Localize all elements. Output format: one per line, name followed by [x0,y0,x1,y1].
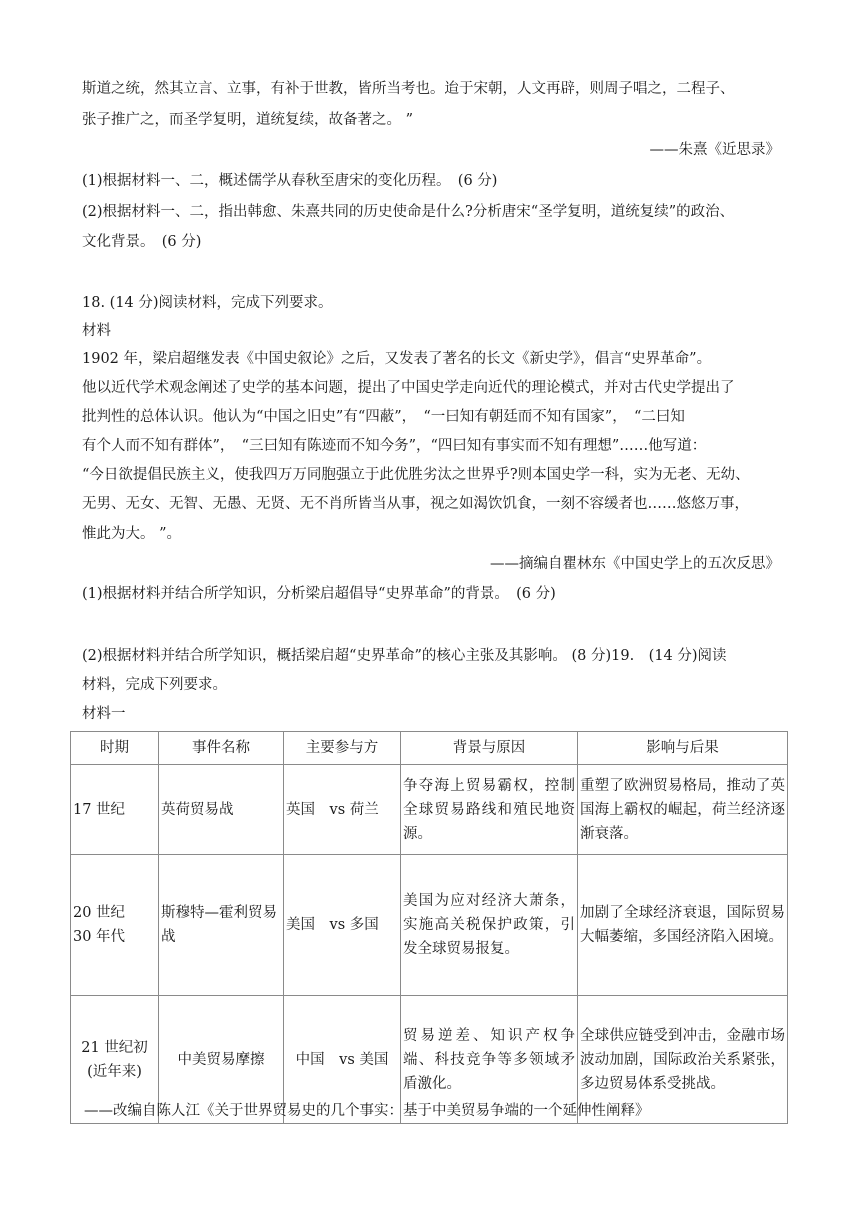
q18-subquestion-2-line1: (2)根据材料并结合所学知识，概括梁启超“史界革命”的核心主张及其影响。 (8 分)19. (14 分)阅读 [82,648,727,664]
table-header-cell: 影响与后果 [578,732,788,765]
q18-header: 18. (14 分)阅读材料，完成下列要求。 [82,295,333,311]
q18-material-line: “今日欲提倡民族主义，使我四万万同胞强立于此优胜劣汰之世界乎?则本国史学一科，实为无老、无幼、 [82,467,750,483]
parties-cell: 英国 vs 荷兰 [284,765,401,855]
q18-subquestion-2-line2: 材料，完成下列要求。 [82,677,227,693]
event-cell: 斯穆特—霍利贸易战 [159,855,284,996]
q19-material-label: 材料一 [82,706,126,722]
period-cell: 17 世纪 [71,765,159,855]
q17-subquestion-1: (1)根据材料一、二，概述儒学从春秋至唐宋的变化历程。 (6 分) [82,173,498,189]
q18-subquestion-1: (1)根据材料并结合所学知识，分析梁启超倡导“史界革命”的背景。 (6 分) [82,586,556,602]
background-cell: 争夺海上贸易霸权，控制全球贸易路线和殖民地资源。 [401,765,578,855]
table-header-cell: 背景与原因 [401,732,578,765]
q18-material-line: 1902 年，梁启超继发表《中国史叙论》之后，又发表了著名的长文《新史学》，倡言“史界革命”。 [82,351,712,367]
background-cell: 贸易逆差、知识产权争端、科技竞争等多领域矛盾激化。 [401,996,578,1124]
impact-cell: 加剧了全球经济衰退，国际贸易大幅萎缩，多国经济陷入困境。 [578,855,788,996]
q18-source: ——摘编自瞿林东《中国史学上的五次反思》 [490,556,780,572]
q19-source: ——改编自陈人江《关于世界贸易史的几个事实：基于中美贸易争端的一个延伸性阐释》 [84,1103,650,1119]
q18-material-line: 惟此为大。 ”。 [82,526,182,542]
impact-cell: 全球供应链受到冲击，金融市场波动加剧，国际政治关系紧张，多边贸易体系受挑战。 [578,996,788,1124]
q18-material-line: 批判性的总体认识。他认为“中国之旧史”有“四蔽”， “一曰知有朝廷而不知有国家”， “二曰知 [82,409,685,425]
parties-cell: 中国 vs 美国 [284,996,401,1124]
q17-subquestion-2-line2: 文化背景。 (6 分) [82,234,202,250]
table-row [71,855,788,996]
q18-material-line: 有个人而不知有群体”， “三曰知有陈迹而不知今务”，“四曰知有事实而不知有理想”……他写道： [82,438,707,454]
material2-source: ——朱熹《近思录》 [649,142,780,158]
background-cell: 美国为应对经济大萧条，实施高关税保护政策，引发全球贸易报复。 [401,855,578,996]
period-cell: 20 世纪 30 年代 [71,855,159,996]
table-header-cell: 时期 [71,732,159,765]
parties-cell: 美国 vs 多国 [284,855,401,996]
material2-text-line2: 张子推广之，而圣学复明，道统复续，故备著之。 ” [82,112,414,128]
table-header-row [71,732,788,765]
table-header-cell: 主要参与方 [284,732,401,765]
period-cell: 21 世纪初(近年来) [71,996,159,1124]
q17-subquestion-2-line1: (2)根据材料一、二，指出韩愈、朱熹共同的历史使命是什么?分析唐宋“圣学复明，道统复续”的政治、 [82,204,735,220]
event-cell: 英荷贸易战 [159,765,284,855]
impact-cell: 重塑了欧洲贸易格局，推动了英国海上霸权的崛起，荷兰经济逐渐衰落。 [578,765,788,855]
table-row [71,765,788,855]
q18-material-line: 无男、无女、无智、无愚、无贤、无不肖所皆当从事，视之如渴饮饥食，一刻不容缓者也……悠悠万事， [82,496,749,512]
trade-war-table [70,731,788,1124]
material2-text-line1: 斯道之统，然其立言、立事，有补于世教，皆所当考也。迨于宋朝，人文再辟，则周子唱之，二程子、 [82,81,735,97]
q18-material-label: 材料 [82,323,111,339]
event-cell: 中美贸易摩擦 [159,996,284,1124]
q18-material-line: 他以近代学术观念阐述了史学的基本问题，提出了中国史学走向近代的理论模式，并对古代史学提出了 [82,380,735,396]
table-header-cell: 事件名称 [159,732,284,765]
